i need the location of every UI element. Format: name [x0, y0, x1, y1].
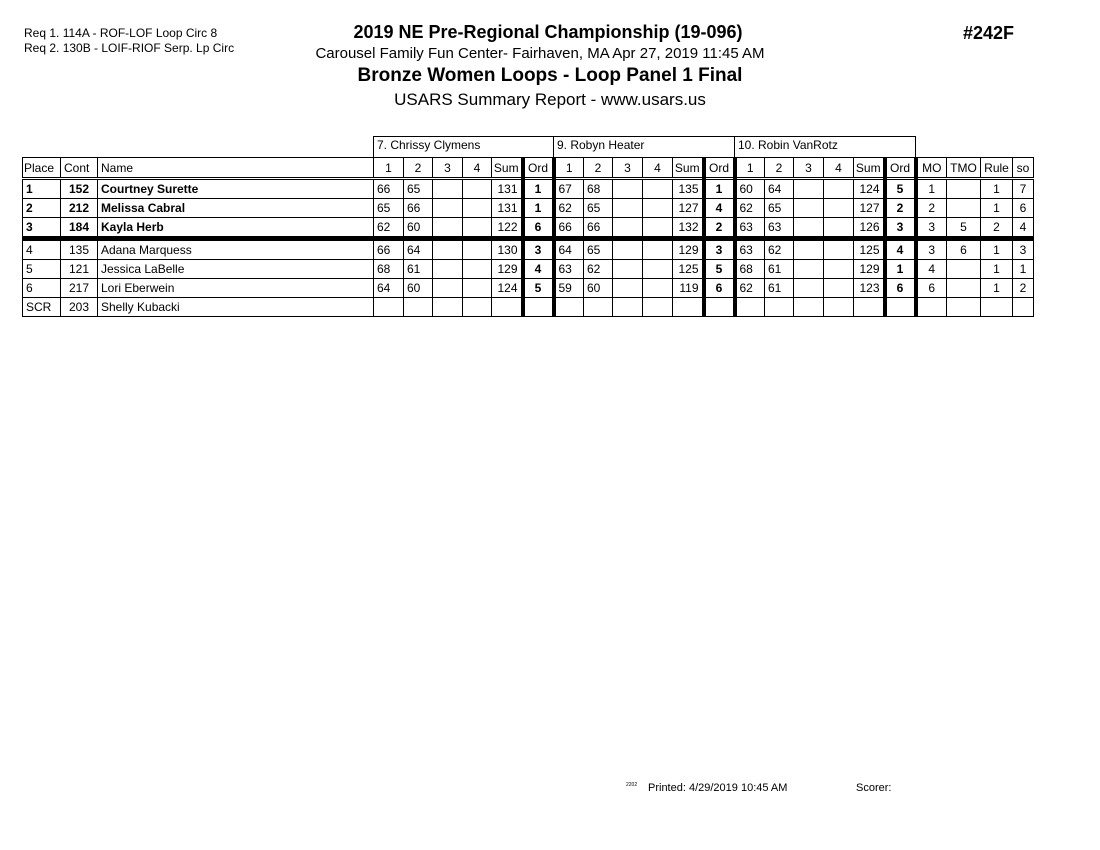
- judge-1-score-2-cell: 64: [404, 239, 433, 260]
- judge-1-sum-cell: 131: [492, 179, 523, 199]
- judge-3-score-1-cell: 63: [735, 218, 765, 239]
- judge-1-score-4-cell: [463, 218, 492, 239]
- judge-2-score-3-cell: [613, 279, 643, 298]
- judge-1-ordinal-cell: 3: [523, 239, 554, 260]
- judge-2-score-3-cell: [613, 239, 643, 260]
- judge-2-score-3-cell: [613, 218, 643, 239]
- judge-3-score-2-cell: 62: [765, 239, 794, 260]
- judge-2-ordinal-cell: 2: [704, 218, 735, 239]
- judge-1-score-1-cell: [374, 298, 404, 317]
- judge-2-score-2-cell: 65: [584, 239, 613, 260]
- judge-3-sum-cell: 123: [854, 279, 885, 298]
- majority-ordinal-cell: 3: [916, 218, 947, 239]
- judge-3-score-3-cell: [794, 239, 824, 260]
- rule-cell: 2: [981, 218, 1013, 239]
- judge-1-score-1-cell: 65: [374, 199, 404, 218]
- judge-3-sum-cell: 125: [854, 239, 885, 260]
- judge-2-ordinal-cell: 6: [704, 279, 735, 298]
- table-row: [23, 239, 1034, 260]
- rule-cell: 1: [981, 199, 1013, 218]
- judge-1-score-1-cell: 66: [374, 239, 404, 260]
- judge-2-score-4-cell: [643, 298, 673, 317]
- competition-title: 2019 NE Pre-Regional Championship (19-096): [353, 22, 743, 42]
- judge-3-ordinal-cell: 5: [885, 179, 916, 199]
- results-table: [22, 136, 1034, 317]
- judge-2-score-3-cell: [613, 179, 643, 199]
- place-cell: 3: [23, 218, 61, 239]
- judge-2-sum-cell: 127: [673, 199, 704, 218]
- judge-3-sum-cell: 124: [854, 179, 885, 199]
- judge-3-score-3-cell: [794, 260, 824, 279]
- contestant-number-cell: 121: [61, 260, 98, 279]
- table-row: [23, 218, 1034, 239]
- rule-cell: 1: [981, 279, 1013, 298]
- judge-3-sum-cell: [854, 298, 885, 317]
- majority-ordinal-cell: [916, 298, 947, 317]
- sum-of-ordinals-cell: 3: [1013, 239, 1034, 260]
- judge-1-score-4-cell: [463, 239, 492, 260]
- col-j3-score-2: 2: [765, 158, 794, 179]
- judge-3-score-4-cell: [824, 260, 854, 279]
- judge-2-score-3-cell: [613, 260, 643, 279]
- event-code: #242F: [963, 23, 1015, 43]
- judge-2-ordinal-cell: 3: [704, 239, 735, 260]
- column-header-row: [23, 158, 1034, 179]
- judge-2-score-3-cell: [613, 199, 643, 218]
- contestant-number-cell: 203: [61, 298, 98, 317]
- skater-name-cell: Jessica LaBelle: [98, 260, 374, 279]
- skater-name-cell: Lori Eberwein: [98, 279, 374, 298]
- judge-1-score-2-cell: 61: [404, 260, 433, 279]
- judge-3-score-3-cell: [794, 179, 824, 199]
- judge-2-score-4-cell: [643, 260, 673, 279]
- judge-1-ordinal-cell: [523, 298, 554, 317]
- judge-3-score-4-cell: [824, 218, 854, 239]
- place-cell: 5: [23, 260, 61, 279]
- judge-2-score-2-cell: 68: [584, 179, 613, 199]
- judge-2-score-1-cell: 62: [554, 199, 584, 218]
- judge-2-ordinal-cell: 1: [704, 179, 735, 199]
- contestant-number-cell: 212: [61, 199, 98, 218]
- judge-2-score-2-cell: 65: [584, 199, 613, 218]
- judge-3-score-2-cell: 61: [765, 260, 794, 279]
- judge-3-score-4-cell: [824, 199, 854, 218]
- judge-3-sum-cell: 126: [854, 218, 885, 239]
- col-j2-sum: Sum: [673, 158, 704, 179]
- judge-3-ordinal-cell: 2: [885, 199, 916, 218]
- table-row: [23, 260, 1034, 279]
- judge-1-score-2-cell: 65: [404, 179, 433, 199]
- judge-1-ordinal-cell: 6: [523, 218, 554, 239]
- judge-1-score-4-cell: [463, 298, 492, 317]
- judge-1-ordinal-cell: 5: [523, 279, 554, 298]
- judge-2-score-4-cell: [643, 179, 673, 199]
- total-majority-ordinal-cell: 6: [947, 239, 981, 260]
- col-place: Place: [23, 158, 61, 179]
- judge-3-score-2-cell: 65: [765, 199, 794, 218]
- rule-cell: 1: [981, 260, 1013, 279]
- sum-of-ordinals-cell: [1013, 298, 1034, 317]
- col-j1-sum: Sum: [492, 158, 523, 179]
- col-j3-score-3: 3: [794, 158, 824, 179]
- judge-1-score-1-cell: 62: [374, 218, 404, 239]
- col-j1-score-1: 1: [374, 158, 404, 179]
- judge-1-score-4-cell: [463, 279, 492, 298]
- judge-1-score-2-cell: [404, 298, 433, 317]
- judge-1-sum-cell: 129: [492, 260, 523, 279]
- venue-line: Carousel Family Fun Center- Fairhaven, MA Apr 27, 2019 11:45 AM: [315, 45, 765, 62]
- total-majority-ordinal-cell: [947, 260, 981, 279]
- rule-cell: [981, 298, 1013, 317]
- judge-1-score-2-cell: 66: [404, 199, 433, 218]
- col-tmo: TMO: [947, 158, 981, 179]
- judge-3-ordinal-cell: [885, 298, 916, 317]
- judge-2-score-3-cell: [613, 298, 643, 317]
- place-cell: 4: [23, 239, 61, 260]
- col-j3-ord: Ord: [885, 158, 916, 179]
- judge-1-score-3-cell: [433, 179, 463, 199]
- judge-1-score-3-cell: [433, 279, 463, 298]
- col-j3-score-4: 4: [824, 158, 854, 179]
- judge-3-sum-cell: 129: [854, 260, 885, 279]
- judge-2-sum-cell: 119: [673, 279, 704, 298]
- judge-1-score-3-cell: [433, 298, 463, 317]
- total-majority-ordinal-cell: [947, 199, 981, 218]
- col-j1-score-4: 4: [463, 158, 492, 179]
- judge-2-sum-cell: 132: [673, 218, 704, 239]
- judge-2-score-1-cell: 67: [554, 179, 584, 199]
- contestant-number-cell: 217: [61, 279, 98, 298]
- judge-3-sum-cell: 127: [854, 199, 885, 218]
- judge-3-ordinal-cell: 4: [885, 239, 916, 260]
- col-j2-score-4: 4: [643, 158, 673, 179]
- judge-2-score-1-cell: 63: [554, 260, 584, 279]
- judge-2-score-1-cell: [554, 298, 584, 317]
- judge-3-ordinal-cell: 6: [885, 279, 916, 298]
- judge-2-score-1-cell: 66: [554, 218, 584, 239]
- skater-name-cell: Melissa Cabral: [98, 199, 374, 218]
- judge-3-score-2-cell: [765, 298, 794, 317]
- table-row: [23, 298, 1034, 317]
- skater-name-cell: Kayla Herb: [98, 218, 374, 239]
- col-j2-score-1: 1: [554, 158, 584, 179]
- col-j3-sum: Sum: [854, 158, 885, 179]
- requirement-2: Req 2. 130B - LOIF-RIOF Serp. Lp Circ: [24, 41, 235, 55]
- col-mo: MO: [916, 158, 947, 179]
- judge-3-score-1-cell: 62: [735, 279, 765, 298]
- judge-2-score-4-cell: [643, 279, 673, 298]
- judge-2-score-1-cell: 59: [554, 279, 584, 298]
- place-cell: 1: [23, 179, 61, 199]
- judge-header-row: [23, 137, 1034, 158]
- majority-ordinal-cell: 6: [916, 279, 947, 298]
- report-subtitle: USARS Summary Report - www.usars.us: [394, 90, 706, 109]
- judge-3-score-4-cell: [824, 179, 854, 199]
- col-so: so: [1013, 158, 1034, 179]
- judge-2-name: 9. Robyn Heater: [554, 137, 735, 158]
- judge-1-score-3-cell: [433, 239, 463, 260]
- judge-3-score-4-cell: [824, 279, 854, 298]
- print-mark: 2202: [626, 782, 638, 788]
- results-body: [23, 179, 1034, 317]
- sum-of-ordinals-cell: 1: [1013, 260, 1034, 279]
- col-rule: Rule: [981, 158, 1013, 179]
- judge-3-score-4-cell: [824, 239, 854, 260]
- place-cell: 2: [23, 199, 61, 218]
- judge-1-ordinal-cell: 1: [523, 199, 554, 218]
- judge-3-score-3-cell: [794, 199, 824, 218]
- skater-name-cell: Courtney Surette: [98, 179, 374, 199]
- col-j1-score-3: 3: [433, 158, 463, 179]
- scorer-label: Scorer:: [856, 782, 892, 794]
- judge-1-name: 7. Chrissy Clymens: [374, 137, 554, 158]
- total-majority-ordinal-cell: [947, 279, 981, 298]
- judge-1-score-4-cell: [463, 260, 492, 279]
- table-row: [23, 199, 1034, 218]
- col-j2-score-3: 3: [613, 158, 643, 179]
- judge-1-score-2-cell: 60: [404, 279, 433, 298]
- judge-1-sum-cell: 130: [492, 239, 523, 260]
- judge-2-ordinal-cell: 5: [704, 260, 735, 279]
- judge-1-score-3-cell: [433, 260, 463, 279]
- rule-cell: 1: [981, 239, 1013, 260]
- judge-1-score-3-cell: [433, 218, 463, 239]
- judge-3-score-1-cell: 63: [735, 239, 765, 260]
- judge-1-ordinal-cell: 1: [523, 179, 554, 199]
- judge-2-ordinal-cell: 4: [704, 199, 735, 218]
- judge-2-score-1-cell: 64: [554, 239, 584, 260]
- contestant-number-cell: 135: [61, 239, 98, 260]
- judge-2-score-2-cell: [584, 298, 613, 317]
- printed-timestamp: Printed: 4/29/2019 10:45 AM: [648, 782, 788, 794]
- sum-of-ordinals-cell: 2: [1013, 279, 1034, 298]
- total-majority-ordinal-cell: [947, 179, 981, 199]
- judge-3-score-1-cell: 60: [735, 179, 765, 199]
- judge-1-score-2-cell: 60: [404, 218, 433, 239]
- judge-3-score-2-cell: 64: [765, 179, 794, 199]
- judge-2-ordinal-cell: [704, 298, 735, 317]
- judge-3-ordinal-cell: 3: [885, 218, 916, 239]
- judge-3-score-2-cell: 61: [765, 279, 794, 298]
- skater-name-cell: Adana Marquess: [98, 239, 374, 260]
- judge-1-sum-cell: 122: [492, 218, 523, 239]
- judge-3-score-1-cell: 62: [735, 199, 765, 218]
- judge-1-score-4-cell: [463, 199, 492, 218]
- col-j1-ord: Ord: [523, 158, 554, 179]
- place-cell: 6: [23, 279, 61, 298]
- judge-3-score-4-cell: [824, 298, 854, 317]
- judge-1-score-3-cell: [433, 199, 463, 218]
- judge-2-sum-cell: 129: [673, 239, 704, 260]
- contestant-number-cell: 152: [61, 179, 98, 199]
- judge-1-score-1-cell: 66: [374, 179, 404, 199]
- judge-3-score-3-cell: [794, 279, 824, 298]
- table-row: [23, 279, 1034, 298]
- majority-ordinal-cell: 3: [916, 239, 947, 260]
- col-j2-score-2: 2: [584, 158, 613, 179]
- table-row: [23, 179, 1034, 199]
- contestant-number-cell: 184: [61, 218, 98, 239]
- judge-2-sum-cell: [673, 298, 704, 317]
- judge-1-sum-cell: 131: [492, 199, 523, 218]
- judge-3-score-3-cell: [794, 218, 824, 239]
- judge-3-score-1-cell: 68: [735, 260, 765, 279]
- judge-2-score-4-cell: [643, 199, 673, 218]
- skater-name-cell: Shelly Kubacki: [98, 298, 374, 317]
- col-cont: Cont: [61, 158, 98, 179]
- col-j1-score-2: 2: [404, 158, 433, 179]
- event-title: Bronze Women Loops - Loop Panel 1 Final: [357, 65, 743, 86]
- sum-of-ordinals-cell: 6: [1013, 199, 1034, 218]
- col-j3-score-1: 1: [735, 158, 765, 179]
- rule-cell: 1: [981, 179, 1013, 199]
- judge-3-score-3-cell: [794, 298, 824, 317]
- sum-of-ordinals-cell: 7: [1013, 179, 1034, 199]
- judge-2-score-4-cell: [643, 239, 673, 260]
- majority-ordinal-cell: 1: [916, 179, 947, 199]
- judge-1-score-1-cell: 64: [374, 279, 404, 298]
- judge-1-score-1-cell: 68: [374, 260, 404, 279]
- total-majority-ordinal-cell: [947, 298, 981, 317]
- judge-3-name: 10. Robin VanRotz: [735, 137, 916, 158]
- judge-1-ordinal-cell: 4: [523, 260, 554, 279]
- majority-ordinal-cell: 4: [916, 260, 947, 279]
- judge-3-ordinal-cell: 1: [885, 260, 916, 279]
- requirement-1: Req 1. 114A - ROF-LOF Loop Circ 8: [24, 26, 218, 40]
- total-majority-ordinal-cell: 5: [947, 218, 981, 239]
- place-cell: SCR: [23, 298, 61, 317]
- judge-2-score-2-cell: 62: [584, 260, 613, 279]
- col-name: Name: [98, 158, 374, 179]
- judge-2-score-2-cell: 66: [584, 218, 613, 239]
- judge-2-score-4-cell: [643, 218, 673, 239]
- judge-1-score-4-cell: [463, 179, 492, 199]
- judge-2-score-2-cell: 60: [584, 279, 613, 298]
- judge-1-sum-cell: 124: [492, 279, 523, 298]
- judge-2-sum-cell: 135: [673, 179, 704, 199]
- judge-3-score-2-cell: 63: [765, 218, 794, 239]
- judge-1-sum-cell: [492, 298, 523, 317]
- judge-2-sum-cell: 125: [673, 260, 704, 279]
- col-j2-ord: Ord: [704, 158, 735, 179]
- judge-3-score-1-cell: [735, 298, 765, 317]
- majority-ordinal-cell: 2: [916, 199, 947, 218]
- sum-of-ordinals-cell: 4: [1013, 218, 1034, 239]
